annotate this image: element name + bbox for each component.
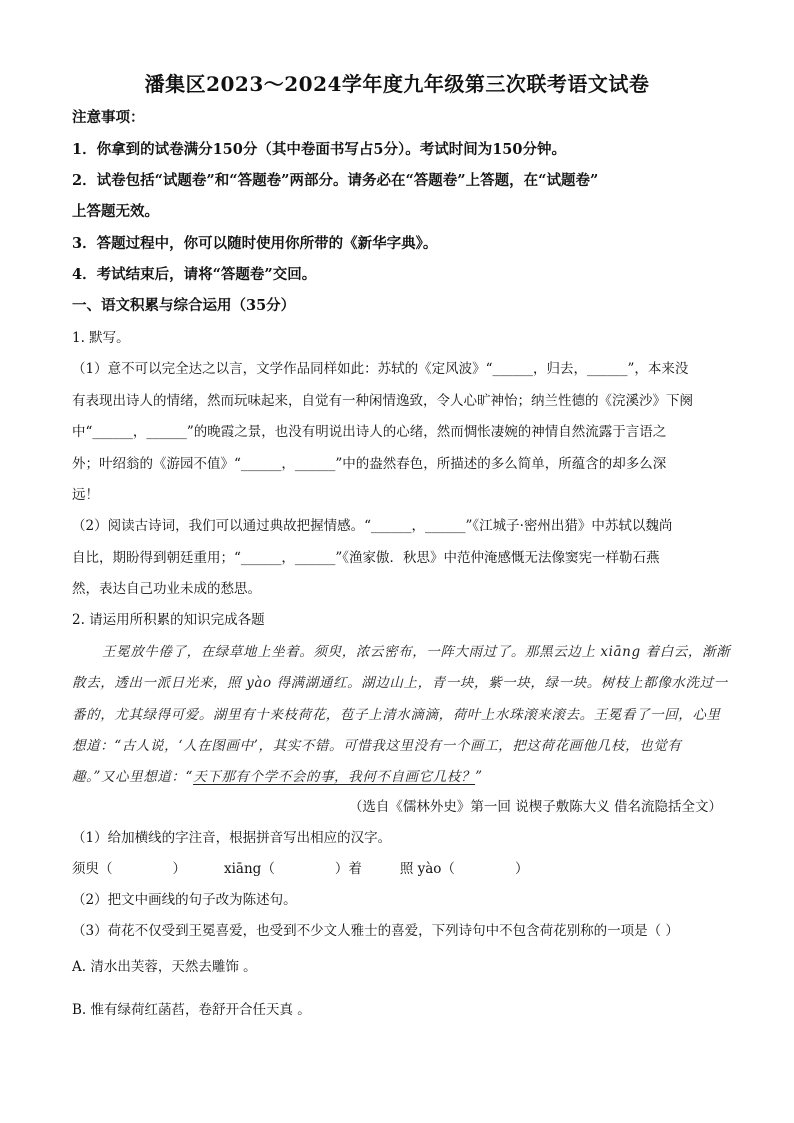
q1-line-8: 然，表达自己功业未成的愁思。 — [72, 581, 261, 597]
passage-line-2: 散去，透出一派日光来，照 yào 得满湖通红。湖边山上，青一块，紫一块，绿一块。树枝上都像水洗过一 — [72, 675, 728, 691]
section1-heading: 一、语文积累与综合运用（35分） — [72, 297, 296, 314]
page-title: 潘集区2023～2024学年度九年级第三次联考语文试卷 — [144, 72, 650, 96]
fill-b-label: xiāng（ — [224, 861, 275, 877]
passage-line-3: 番的，尤其绿得可爱。湖里有十来枝荷花，苞子上清水滴滴，荷叶上水珠滚来滚去。王冕看了一回，心里 — [72, 707, 721, 723]
q1-line-3: 中“______，______”的晚霞之景，也没有明说出诗人的心绪，然而惆怅凄婉的神情自然流露于言语之 — [72, 424, 667, 440]
fill-c-close: ） — [514, 861, 529, 877]
q2-sub1: （1）给加横线的字注音，根据拼音写出相应的汉字。 — [72, 830, 392, 846]
q2-sub3: （3）荷花不仅受到王冕喜爱，也受到不少文人雅士的喜爱，下列诗句中不包含荷花别称的一项是（ ） — [72, 923, 679, 939]
q2-label: 2. 请运用所积累的知识完成各题 — [72, 612, 265, 628]
q2-sub2: （2）把文中画线的句子改为陈述句。 — [72, 892, 297, 908]
passage-line-5 — [72, 767, 722, 787]
fill-a-label: 须臾（ — [72, 861, 113, 877]
notice-item-2: 2．试卷包括“试题卷”和“答题卷”两部分。请务必在“答题卷”上答题，在“试题卷” — [72, 172, 599, 189]
passage-line-1: 王冕放牛倦了，在绿草地上坐着。须臾，浓云密布，一阵大雨过了。那黑云边上 xiāng 着白云，渐渐 — [102, 644, 731, 660]
q1-line-6: （2）阅读古诗词，我们可以通过典故把握情感。“______，______”《江城子·密州出猎》中苏轼以魏尚 — [72, 518, 673, 534]
q1-line-7: 自比，期盼得到朝廷重用；“______，______”《渔家傲．秋思》中范仲淹感慨无法像窦宪一样勒石燕 — [72, 550, 660, 566]
q1-line-1: （1）意不可以完全达之以言，文学作品同样如此：苏轼的《定风波》“______，归去，______”，本来没 — [72, 361, 689, 377]
passage-line-5-start: 趣。”又心里想道：“ — [72, 769, 194, 785]
passage-line-5-end: ” — [475, 769, 483, 785]
fill-c-label: 照 yào（ — [399, 861, 455, 877]
underlined-sentence: 天下那有个学不会的事，我何不自画它几枝？ — [193, 769, 476, 785]
option-b: B. 惟有绿荷红菡萏，卷舒开合任天真 。 — [72, 1002, 311, 1018]
notice-item-1: 1．你拿到的试卷满分150分（其中卷面书写占5分）。考试时间为150分钟。 — [72, 141, 566, 158]
passage-source: （选自《儒林外史》第一回 说楔子敷陈大义 借名流隐括全文） — [348, 799, 722, 815]
notice-item-2-cont: 上答题无效。 — [72, 203, 159, 220]
fill-b-close: ）着 — [334, 861, 362, 877]
notice-item-4: 4．考试结束后，请将“答题卷”交回。 — [72, 266, 317, 283]
notice-heading: 注意事项： — [72, 109, 145, 126]
q1-line-2: 有表现出诗人的情绪，然而玩味起来，自觉有一种闲情逸致，令人心旷神怡；纳兰性德的《浣溪沙》下阕 — [72, 393, 693, 409]
q1-line-4: 外；叶绍翁的《游园不值》“______，______”中的盎然春色，所描述的多么简单，所蕴含的却多么深 — [72, 456, 667, 472]
option-a: A. 清水出芙蓉，天然去雕饰 。 — [72, 959, 257, 975]
fill-a-close: ） — [172, 861, 186, 877]
notice-item-3: 3．答题过程中，你可以随时使用你所带的《新华字典》。 — [72, 235, 438, 252]
q1-line-5: 远！ — [72, 487, 99, 503]
q2-fill-row — [72, 859, 722, 879]
passage-line-4: 想道：“古人说，‘人在图画中’，其实不错。可惜我这里没有一个画工，把这荷花画他几枝，也觉有 — [72, 738, 682, 754]
q1-label: 1. 默写。 — [72, 330, 130, 346]
